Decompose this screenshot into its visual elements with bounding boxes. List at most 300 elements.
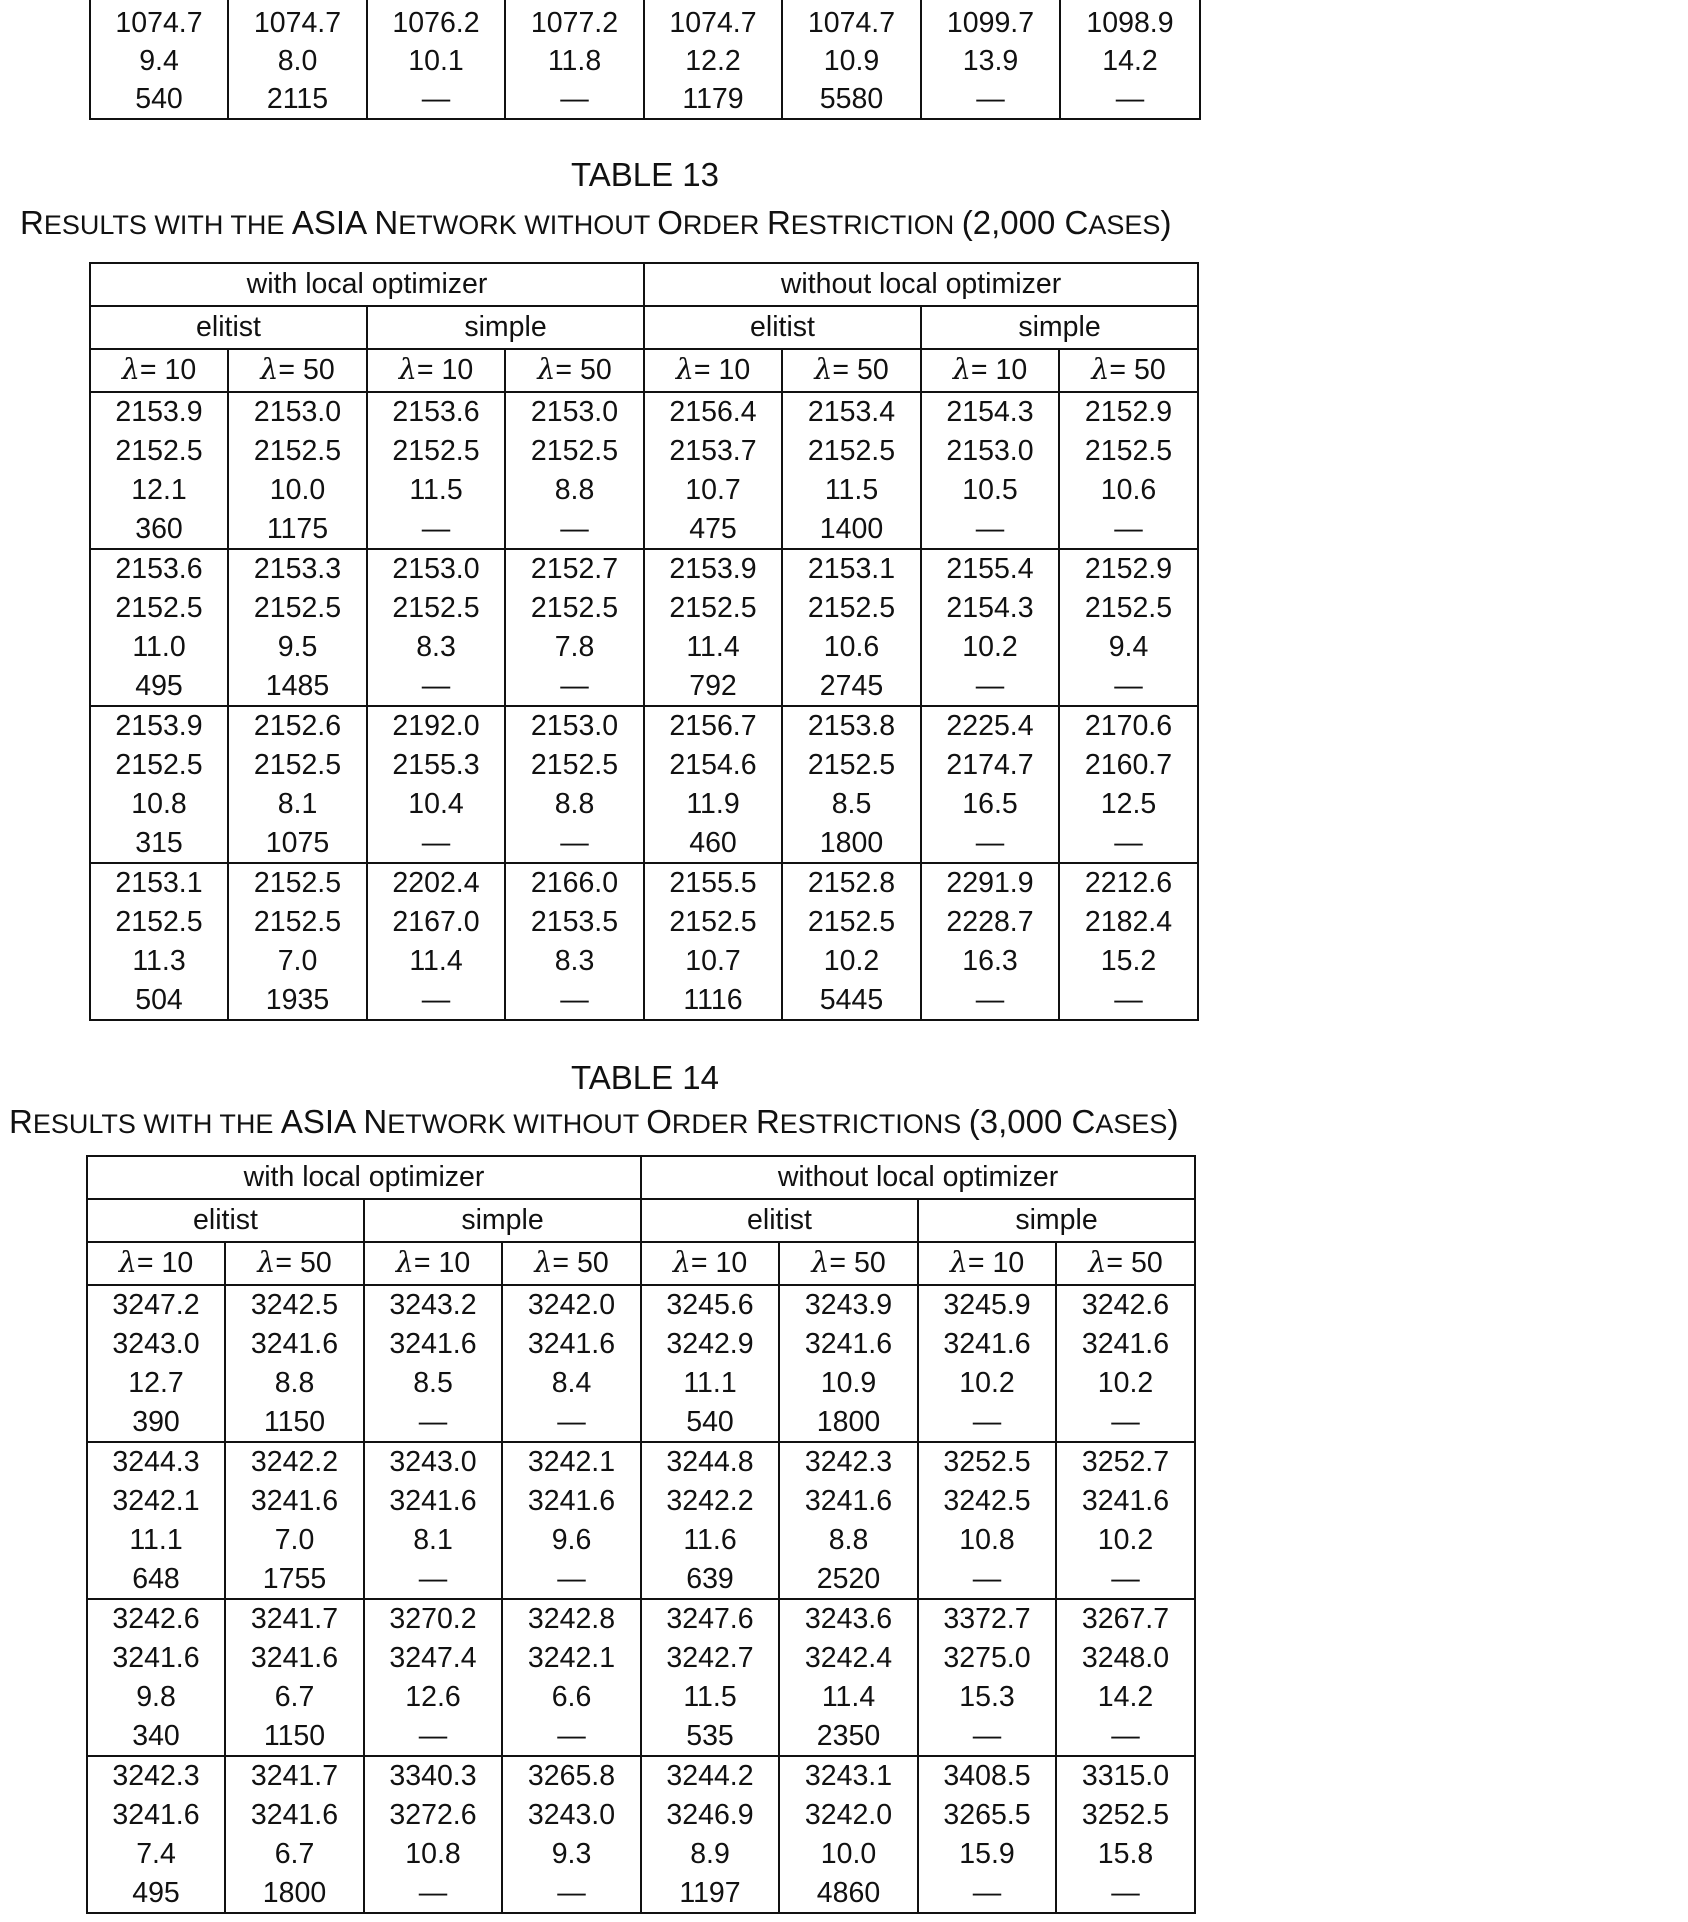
cell-value: 16.3 (962, 944, 1018, 977)
cell-value: 2291.9 (946, 867, 1034, 900)
cell-value: — (557, 1719, 586, 1752)
cell-value: 8.3 (554, 944, 595, 977)
cell-value: 10.0 (269, 473, 326, 506)
lambda-header (364, 1242, 502, 1285)
cell-value: — (560, 83, 589, 115)
caption-part: ESULTS WITH THE (43, 210, 292, 240)
cell-value: 2153.1 (807, 553, 896, 586)
lambda-symbol: λ (537, 353, 556, 387)
cell-value: 3241.6 (804, 1328, 893, 1361)
cell-value: 2152.5 (1084, 435, 1173, 468)
cell-value: 10.8 (405, 1837, 461, 1870)
cell-value: — (418, 1562, 448, 1595)
cell-value: 9.4 (1108, 630, 1149, 663)
lambda-value: = 50 (552, 1247, 609, 1280)
caption-part: ESULTS WITH THE (32, 1109, 281, 1139)
data-cell (505, 549, 644, 706)
cell-value: 2153.9 (669, 553, 757, 586)
cell-value: — (418, 1405, 448, 1438)
cell-value: 390 (132, 1405, 180, 1438)
cell-value: — (1111, 1719, 1140, 1752)
cell-value: 2153.0 (530, 710, 619, 743)
cell-value: 10.7 (685, 944, 741, 977)
cell-value: 3265.5 (943, 1799, 1031, 1832)
data-cell (641, 1599, 779, 1756)
cell-value: 639 (686, 1562, 734, 1595)
cell-value: 540 (135, 83, 183, 115)
data-cell (228, 0, 367, 119)
cell-value: 8.5 (831, 787, 872, 820)
lambda-header (87, 1242, 225, 1285)
cell-value: 3243.2 (389, 1289, 477, 1322)
cell-value: 15.9 (959, 1837, 1015, 1870)
cell-value: 8.9 (690, 1837, 730, 1870)
cell-value: 10.8 (131, 787, 187, 820)
cell-value: 2152.5 (807, 435, 896, 468)
cell-value: 11.3 (132, 944, 186, 977)
lambda-value: = 50 (1106, 1247, 1163, 1280)
cell-value: 3242.2 (250, 1446, 339, 1479)
cell-value: 3408.5 (943, 1760, 1031, 1793)
cell-value: 2152.6 (253, 710, 342, 743)
cell-value: 3247.2 (112, 1289, 200, 1322)
cell-value: — (557, 1876, 586, 1909)
caption-part: R (755, 1103, 780, 1140)
cell-value: — (975, 826, 1005, 859)
data-cell (641, 1756, 779, 1913)
cell-value: 3242.5 (943, 1485, 1031, 1518)
data-cell (367, 863, 505, 1020)
cell-value: — (421, 983, 451, 1016)
table-row (90, 392, 1198, 549)
data-cell (367, 706, 505, 863)
cell-value: 2152.5 (669, 592, 757, 625)
cell-value: 4860 (816, 1876, 881, 1909)
cell-value: 3244.2 (666, 1760, 754, 1793)
cell-value: 3242.3 (112, 1760, 200, 1793)
cell-value: 3265.8 (527, 1760, 616, 1793)
cell-value: 2160.7 (1084, 749, 1173, 782)
table-row (87, 1756, 1195, 1913)
lambda-symbol: λ (534, 1246, 553, 1280)
table14-caption (9, 1105, 1178, 1138)
cell-value: 540 (686, 1405, 734, 1438)
group-header: with local optimizer (87, 1156, 641, 1199)
cell-value: 6.6 (551, 1680, 592, 1713)
cell-value: — (421, 669, 451, 702)
cell-value: — (421, 512, 451, 545)
cell-value: 11.0 (132, 630, 186, 663)
lambda-header (225, 1242, 364, 1285)
cell-value: 9.3 (551, 1837, 592, 1870)
cell-value: 360 (135, 512, 183, 545)
cell-value: 8.8 (274, 1366, 315, 1399)
cell-value: 2166.0 (530, 867, 619, 900)
cell-value: — (1111, 1405, 1140, 1438)
data-cell (364, 1756, 502, 1913)
cell-value: 1179 (682, 83, 744, 115)
cell-value: — (972, 1405, 1002, 1438)
cell-value: 2153.0 (530, 396, 619, 429)
lambda-header (505, 349, 644, 392)
data-cell (782, 863, 921, 1020)
cell-value: 3241.6 (943, 1328, 1031, 1361)
cell-value: 3243.0 (389, 1446, 477, 1479)
table-row (87, 1285, 1195, 1442)
cell-value: 2152.5 (115, 435, 203, 468)
cell-value: 8.8 (554, 473, 595, 506)
cell-value: 11.6 (683, 1523, 737, 1556)
cell-value: 3242.6 (112, 1603, 200, 1636)
data-cell (87, 1442, 225, 1599)
data-cell (918, 1599, 1056, 1756)
cell-value: 10.2 (1097, 1523, 1154, 1556)
table14 (86, 1155, 1196, 1914)
data-cell (644, 392, 782, 549)
lambda-value: = 10 (136, 1247, 194, 1280)
cell-value: 11.5 (683, 1680, 737, 1713)
cell-value: 10.6 (823, 630, 880, 663)
caption-part: ETWORK WITHOUT (398, 210, 658, 240)
cell-value: — (975, 669, 1005, 702)
cell-value: 12.1 (131, 473, 187, 506)
lambda-header (1059, 349, 1198, 392)
caption-part: ASES (1095, 1109, 1168, 1139)
data-cell (228, 863, 367, 1020)
cell-value: 3241.6 (389, 1328, 477, 1361)
lambda-header-row (90, 349, 1198, 392)
cell-value: 11.4 (409, 944, 463, 977)
caption-part: ASIA (291, 204, 366, 241)
cell-value: 10.1 (408, 45, 464, 77)
sub-header-row (90, 306, 1198, 349)
cell-value: 1197 (679, 1876, 741, 1909)
lambda-value: = 50 (829, 1247, 886, 1280)
cell-value: 495 (135, 669, 183, 702)
cell-value: 2152.5 (807, 906, 896, 939)
cell-value: 10.2 (962, 630, 1018, 663)
cell-value: 3243.6 (804, 1603, 893, 1636)
data-cell (502, 1285, 641, 1442)
cell-value: 10.5 (962, 473, 1018, 506)
cell-value: 2212.6 (1084, 867, 1173, 900)
cell-value: 1935 (265, 983, 330, 1016)
cell-value: 3272.6 (389, 1799, 477, 1832)
caption-part: (3,000 (968, 1103, 1072, 1140)
cell-value: 3275.0 (943, 1642, 1031, 1675)
cell-value: 2152.5 (1084, 592, 1173, 625)
cell-value: — (560, 669, 589, 702)
cell-value: 3241.6 (250, 1328, 339, 1361)
cell-value: 2153.4 (807, 396, 896, 429)
cell-value: 1074.7 (669, 7, 757, 39)
cell-value: 10.9 (823, 45, 880, 77)
cell-value: 1074.7 (807, 7, 896, 39)
cell-value: 2115 (266, 83, 329, 115)
cell-value: 1800 (819, 826, 884, 859)
lambda-header (918, 1242, 1056, 1285)
caption-part: ESTRICTION (790, 210, 962, 240)
caption-part: O (657, 204, 683, 241)
sub-header: simple (364, 1199, 641, 1242)
table-row (90, 549, 1198, 706)
cell-value: 2152.5 (669, 906, 757, 939)
cell-value: 2153.1 (115, 867, 203, 900)
data-cell (644, 706, 782, 863)
data-cell (1059, 706, 1198, 863)
cell-value: 11.8 (547, 45, 602, 77)
cell-value: 2152.5 (253, 906, 342, 939)
cell-value: 3252.7 (1081, 1446, 1170, 1479)
caption-part: O (646, 1103, 672, 1140)
data-cell (505, 706, 644, 863)
cell-value: 16.5 (962, 787, 1018, 820)
cell-value: 3241.6 (1081, 1485, 1170, 1518)
cell-value: 2152.5 (530, 435, 619, 468)
cell-value: 2152.5 (253, 435, 342, 468)
cell-value: 3243.0 (112, 1328, 200, 1361)
data-cell (641, 1442, 779, 1599)
cell-value: 2520 (816, 1562, 881, 1595)
lambda-header (367, 349, 505, 392)
data-cell (644, 549, 782, 706)
lambda-symbol: λ (811, 1246, 830, 1280)
caption-part: R (9, 1103, 33, 1140)
caption-part: C (1064, 204, 1089, 241)
cell-value: 3243.9 (804, 1289, 893, 1322)
cell-value: 2152.5 (530, 749, 619, 782)
cell-value: 2192.0 (392, 710, 480, 743)
cell-value: 9.8 (136, 1680, 176, 1713)
table-row (90, 706, 1198, 863)
cell-value: 3242.0 (804, 1799, 893, 1832)
lambda-symbol: λ (395, 1246, 414, 1280)
data-cell (367, 0, 505, 119)
cell-value: — (557, 1405, 586, 1438)
cell-value: — (976, 83, 1005, 115)
cell-value: 3267.7 (1081, 1603, 1170, 1636)
data-cell (367, 392, 505, 549)
cell-value: 2156.4 (669, 396, 757, 429)
cell-value: — (418, 1719, 448, 1752)
data-cell (502, 1756, 641, 1913)
data-cell (921, 0, 1060, 119)
cell-value: 1098.9 (1086, 7, 1174, 39)
cell-value: 3340.3 (389, 1760, 477, 1793)
cell-value: 2170.6 (1084, 710, 1173, 743)
cell-value: 9.5 (277, 630, 318, 663)
cell-value: 2202.4 (392, 867, 480, 900)
cell-value: 3242.5 (250, 1289, 339, 1322)
cell-value: 8.5 (413, 1366, 453, 1399)
lambda-header-row (87, 1242, 1195, 1285)
group-header: without local optimizer (644, 263, 1198, 306)
data-cell (364, 1442, 502, 1599)
lambda-symbol: λ (952, 353, 971, 387)
data-cell (918, 1756, 1056, 1913)
table14-grid (86, 1155, 1196, 1914)
cell-value: 3241.6 (250, 1485, 339, 1518)
lambda-header (921, 349, 1059, 392)
lambda-value: = 10 (690, 1247, 748, 1280)
cell-value: 2152.9 (1084, 553, 1173, 586)
table13-caption (20, 206, 1171, 239)
data-cell (225, 1599, 364, 1756)
lambda-value: = 10 (693, 354, 751, 387)
data-cell (502, 1442, 641, 1599)
lambda-symbol: λ (675, 353, 694, 387)
cell-value: 1116 (683, 983, 743, 1016)
data-cell (90, 549, 228, 706)
cell-value: 3243.1 (804, 1760, 893, 1793)
lambda-header (641, 1242, 779, 1285)
cell-value: 2153.7 (669, 435, 757, 468)
cell-value: 1074.7 (253, 7, 342, 39)
lambda-symbol: λ (398, 353, 417, 387)
sub-header: elitist (90, 306, 367, 349)
cell-value: 3242.8 (527, 1603, 616, 1636)
cell-value: 15.2 (1100, 944, 1157, 977)
data-cell (1059, 392, 1198, 549)
cell-value: 3241.6 (112, 1642, 200, 1675)
cell-value: 2228.7 (946, 906, 1034, 939)
cell-value: 12.5 (1100, 787, 1157, 820)
caption-part: (2,000 (961, 204, 1065, 241)
cell-value: 3241.6 (527, 1485, 616, 1518)
cell-value: 504 (135, 983, 183, 1016)
caption-part: ETWORK WITHOUT (387, 1109, 647, 1139)
cell-value: 3242.4 (804, 1642, 893, 1675)
cell-value: 3242.3 (804, 1446, 893, 1479)
data-cell (779, 1442, 918, 1599)
cell-value: — (560, 826, 589, 859)
lambda-header (782, 349, 921, 392)
cell-value: 3372.7 (943, 1603, 1031, 1636)
cell-value: 12.7 (128, 1366, 184, 1399)
cell-value: 7.8 (554, 630, 595, 663)
table13-label: TABLE 13 (571, 156, 719, 193)
cell-value: 15.8 (1097, 1837, 1154, 1870)
cell-value: 1485 (265, 669, 330, 702)
caption-part: RDER (682, 210, 767, 240)
lambda-header (502, 1242, 641, 1285)
cell-value: 2153.5 (530, 906, 619, 939)
lambda-value: = 10 (967, 1247, 1025, 1280)
cell-value: 1076.2 (392, 7, 480, 39)
group-header-row (90, 263, 1198, 306)
cell-value: 1099.7 (946, 7, 1035, 39)
cell-value: 8.3 (416, 630, 456, 663)
cell-value: 2167.0 (392, 906, 480, 939)
cell-value: 3241.6 (1081, 1328, 1170, 1361)
data-cell (228, 392, 367, 549)
lambda-header (644, 349, 782, 392)
cell-value: 10.0 (820, 1837, 877, 1870)
lambda-symbol: λ (814, 353, 833, 387)
data-cell (502, 1599, 641, 1756)
caption-part: ) (1167, 1103, 1179, 1140)
caption-part: C (1071, 1103, 1096, 1140)
cell-value: — (560, 512, 589, 545)
cell-value: 2152.5 (253, 592, 342, 625)
cell-value: 10.2 (1097, 1366, 1154, 1399)
cell-value: 7.0 (274, 1523, 315, 1556)
data-cell (644, 863, 782, 1020)
cell-value: 2155.5 (669, 867, 757, 900)
cell-value: 3242.2 (666, 1485, 754, 1518)
data-cell (782, 706, 921, 863)
cell-value: 10.9 (820, 1366, 877, 1399)
cell-value: 3244.3 (112, 1446, 200, 1479)
cell-value: 3241.6 (804, 1485, 893, 1518)
cell-value: 11.5 (824, 473, 879, 506)
data-cell (779, 1756, 918, 1913)
cell-value: 2152.9 (1084, 396, 1173, 429)
cell-value: 10.6 (1100, 473, 1157, 506)
cell-value: 3242.1 (112, 1485, 200, 1518)
cell-value: 12.2 (685, 45, 741, 77)
group-header: without local optimizer (641, 1156, 1195, 1199)
cell-value: 2152.5 (807, 592, 896, 625)
cell-value: 1074.7 (115, 7, 203, 39)
cell-value: — (1114, 826, 1143, 859)
sub-header: elitist (644, 306, 921, 349)
cell-value: — (972, 1719, 1002, 1752)
cell-value: 315 (135, 826, 183, 859)
cell-value: 3241.7 (250, 1603, 339, 1636)
cell-value: 11.1 (129, 1523, 183, 1556)
cell-value: 2152.5 (115, 592, 203, 625)
cell-value: — (1115, 83, 1145, 115)
cell-value: 6.7 (274, 1837, 315, 1870)
lambda-symbol: λ (121, 353, 140, 387)
cell-value: 340 (132, 1719, 180, 1752)
cell-value: 7.0 (277, 944, 318, 977)
lambda-symbol: λ (949, 1246, 968, 1280)
data-cell (1059, 863, 1198, 1020)
cell-value: 10.2 (959, 1366, 1015, 1399)
cell-value: 2152.8 (807, 867, 896, 900)
cell-value: 8.0 (277, 45, 318, 77)
data-cell (779, 1599, 918, 1756)
sub-header: elitist (87, 1199, 364, 1242)
table13-body (90, 392, 1198, 1020)
data-cell (921, 706, 1059, 863)
cell-value: 3241.6 (389, 1485, 477, 1518)
lambda-symbol: λ (1091, 353, 1110, 387)
lambda-symbol: λ (118, 1246, 137, 1280)
data-cell (225, 1756, 364, 1913)
cell-value: 792 (689, 669, 737, 702)
cell-value: 3248.0 (1081, 1642, 1170, 1675)
cell-value: 14.2 (1102, 45, 1158, 77)
lambda-value: = 10 (416, 354, 474, 387)
data-cell (1059, 549, 1198, 706)
cell-value: 2153.0 (392, 553, 480, 586)
cell-value: 1150 (263, 1405, 326, 1438)
data-cell (364, 1599, 502, 1756)
cell-value: 3252.5 (1081, 1799, 1170, 1832)
cell-value: 3247.4 (389, 1642, 477, 1675)
table-row (90, 0, 1200, 119)
cell-value: 1077.2 (530, 7, 619, 39)
cell-value: 1755 (262, 1562, 327, 1595)
cell-value: 3242.7 (666, 1642, 754, 1675)
data-cell (921, 549, 1059, 706)
lambda-value: = 50 (555, 354, 612, 387)
cell-value: 2152.5 (807, 749, 896, 782)
table14-label: TABLE 14 (571, 1059, 719, 1096)
